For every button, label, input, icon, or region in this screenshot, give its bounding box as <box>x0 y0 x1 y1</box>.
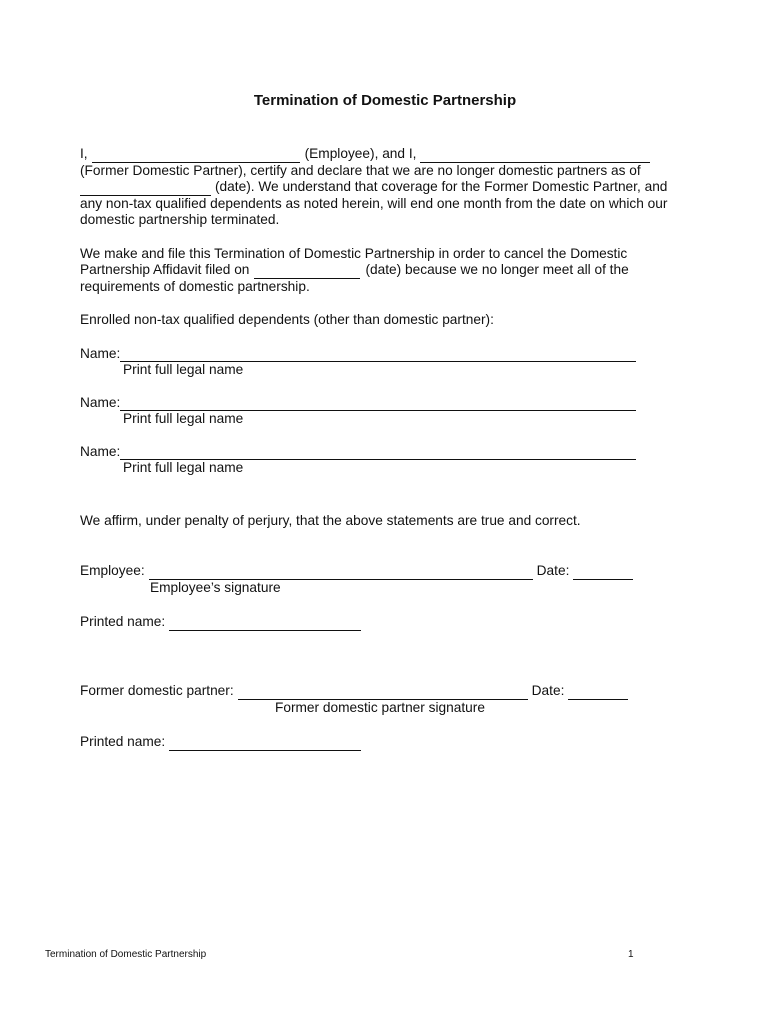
affirmation-statement: We affirm, under penalty of perjury, that the above statements are true and correct. <box>80 513 581 528</box>
dependents-intro: Enrolled non-tax qualified dependents (other than domestic partner): <box>80 312 494 327</box>
employee-date-field[interactable] <box>573 565 633 580</box>
employee-label: Employee: <box>80 563 145 578</box>
document-body <box>80 146 680 477</box>
intro-paragraph <box>80 146 680 229</box>
dependent-name-label: Name: <box>80 443 121 459</box>
dependent-name-hint: Print full legal name <box>123 460 244 475</box>
partner-signature-hint: Former domestic partner signature <box>275 700 485 715</box>
filing-text: We make and file this Termination of Domestic Partnership in order to cancel the Domestic <box>80 245 628 261</box>
intro-text: domestic partnership terminated. <box>80 212 280 227</box>
intro-text: any non-tax qualified dependents as noted herein, will end one month from the date on which our <box>80 195 668 211</box>
filing-text: (date) because we no longer meet all of the <box>365 262 629 277</box>
partner-date-field[interactable] <box>568 685 628 700</box>
partner-signature-row <box>80 683 628 700</box>
footer-title: Termination of Domestic Partnership <box>45 949 207 960</box>
dependent-name-label: Name: <box>80 345 121 361</box>
intro-text: I, <box>80 146 88 161</box>
intro-text: (date). We understand that coverage for the Former Domestic Partner, and <box>215 179 668 194</box>
page-number: 1 <box>628 949 634 960</box>
document-title: Termination of Domestic Partnership <box>253 92 517 109</box>
filing-paragraph <box>80 246 680 296</box>
partner-label: Former domestic partner: <box>80 683 234 698</box>
employee-printed-name-field[interactable] <box>169 616 361 631</box>
dependent-name-hint: Print full legal name <box>123 411 244 426</box>
partner-printed-name-field[interactable] <box>169 736 361 751</box>
dependent-entry <box>80 395 680 428</box>
affidavit-date-blank[interactable] <box>254 264 360 279</box>
employee-printed-name-label: Printed name: <box>80 614 166 629</box>
employee-name-blank[interactable] <box>92 148 300 163</box>
employee-date-label: Date: <box>536 563 570 578</box>
employee-printed-name-row <box>80 614 361 631</box>
dependent-entry <box>80 444 680 477</box>
employee-signature-field[interactable] <box>149 565 533 580</box>
filing-text: requirements of domestic partnership. <box>80 278 310 294</box>
dependent-name-field[interactable] <box>120 445 636 460</box>
intro-text: (Former Domestic Partner), certify and declare that we are no longer domestic partners as of <box>80 162 641 178</box>
partner-signature-field[interactable] <box>238 685 528 700</box>
dependent-name-hint: Print full legal name <box>123 362 244 377</box>
intro-text: (Employee), and I, <box>304 146 417 161</box>
partner-name-blank[interactable] <box>420 148 650 163</box>
partner-printed-name-row <box>80 734 361 751</box>
employee-signature-row <box>80 563 633 580</box>
termination-date-blank[interactable] <box>80 181 211 196</box>
employee-signature-hint: Employee’s signature <box>150 580 281 595</box>
filing-text: Partnership Affidavit filed on <box>80 262 250 277</box>
dependent-name-label: Name: <box>80 394 121 410</box>
dependent-entry <box>80 346 680 379</box>
partner-date-label: Date: <box>531 683 565 698</box>
dependent-name-field[interactable] <box>120 396 636 411</box>
dependent-name-field[interactable] <box>120 347 636 362</box>
partner-printed-name-label: Printed name: <box>80 734 166 749</box>
